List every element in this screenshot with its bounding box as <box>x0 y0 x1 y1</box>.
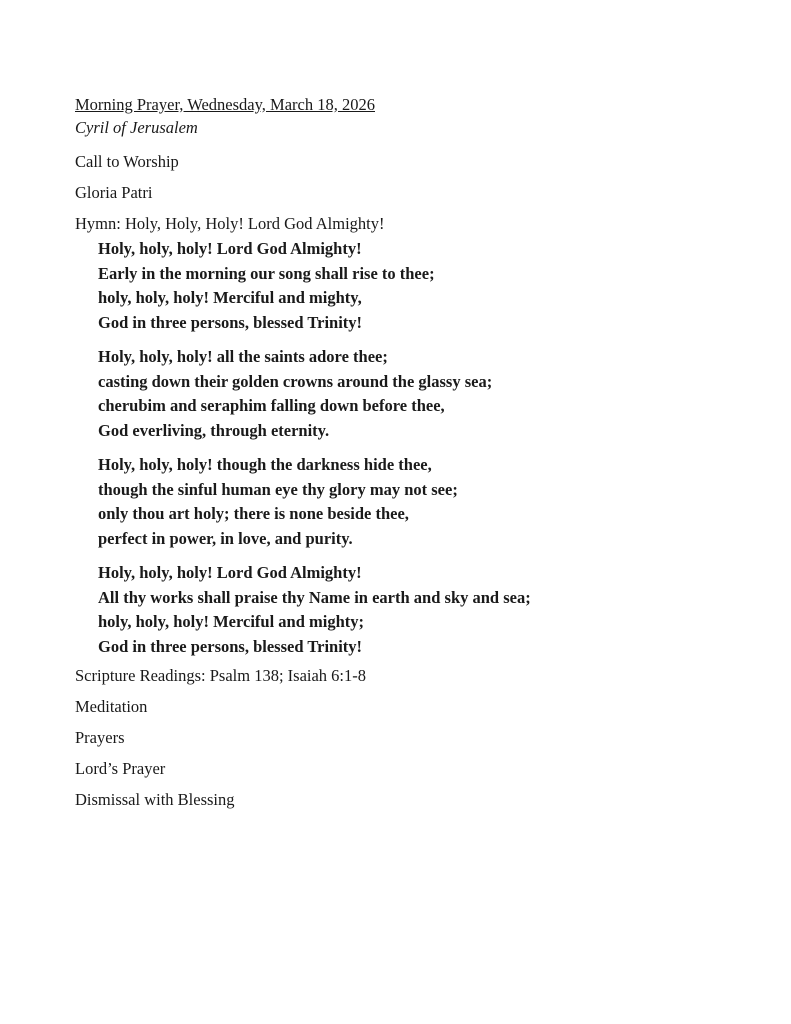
stanza-line: God everliving, through eternity. <box>98 420 330 440</box>
stanza-line: holy, holy, holy! Merciful and mighty; <box>98 612 365 631</box>
stanza-line: Holy, holy, holy! though the darkness hide thee, <box>98 455 432 474</box>
stanza-line: though the sinful human eye thy glory may not see; <box>98 479 458 499</box>
stanza-line: God in three persons, blessed Trinity! <box>98 312 363 332</box>
hymn-stanza-3 <box>98 453 755 551</box>
page-title: Morning Prayer, Wednesday, March 18, 2026 <box>75 95 375 114</box>
order-item-prayers: Prayers <box>75 728 125 747</box>
order-item-gloria-patri: Gloria Patri <box>75 183 153 202</box>
order-item-call-to-worship: Call to Worship <box>75 152 179 171</box>
order-item-meditation: Meditation <box>75 697 148 716</box>
hymn-heading: Hymn: Holy, Holy, Holy! Lord God Almighty! <box>75 214 385 233</box>
order-item-dismissal: Dismissal with Blessing <box>75 790 235 809</box>
stanza-line: only thou art holy; there is none beside thee, <box>98 504 409 523</box>
stanza-line: casting down their golden crowns around the glassy sea; <box>98 371 493 391</box>
stanza-line: Holy, holy, holy! all the saints adore thee; <box>98 347 388 366</box>
document-page <box>75 93 755 820</box>
stanza-line: Early in the morning our song shall rise to thee; <box>98 263 435 283</box>
hymn-stanza-4 <box>98 561 755 659</box>
stanza-line: Holy, holy, holy! Lord God Almighty! <box>98 563 362 582</box>
page-subtitle: Cyril of Jerusalem <box>75 118 198 137</box>
order-item-scripture-readings: Scripture Readings: Psalm 138; Isaiah 6:1-8 <box>75 666 366 685</box>
stanza-line: God in three persons, blessed Trinity! <box>98 636 363 656</box>
stanza-line: All thy works shall praise thy Name in earth and sky and sea; <box>98 587 531 607</box>
hymn-stanza-2 <box>98 345 755 443</box>
stanza-line: cherubim and seraphim falling down before thee, <box>98 396 445 415</box>
stanza-line: perfect in power, in love, and purity. <box>98 528 353 548</box>
stanza-line: holy, holy, holy! Merciful and mighty, <box>98 288 362 307</box>
stanza-line: Holy, holy, holy! Lord God Almighty! <box>98 239 362 258</box>
order-item-lords-prayer: Lord’s Prayer <box>75 759 166 778</box>
hymn-stanza-1 <box>98 237 755 335</box>
